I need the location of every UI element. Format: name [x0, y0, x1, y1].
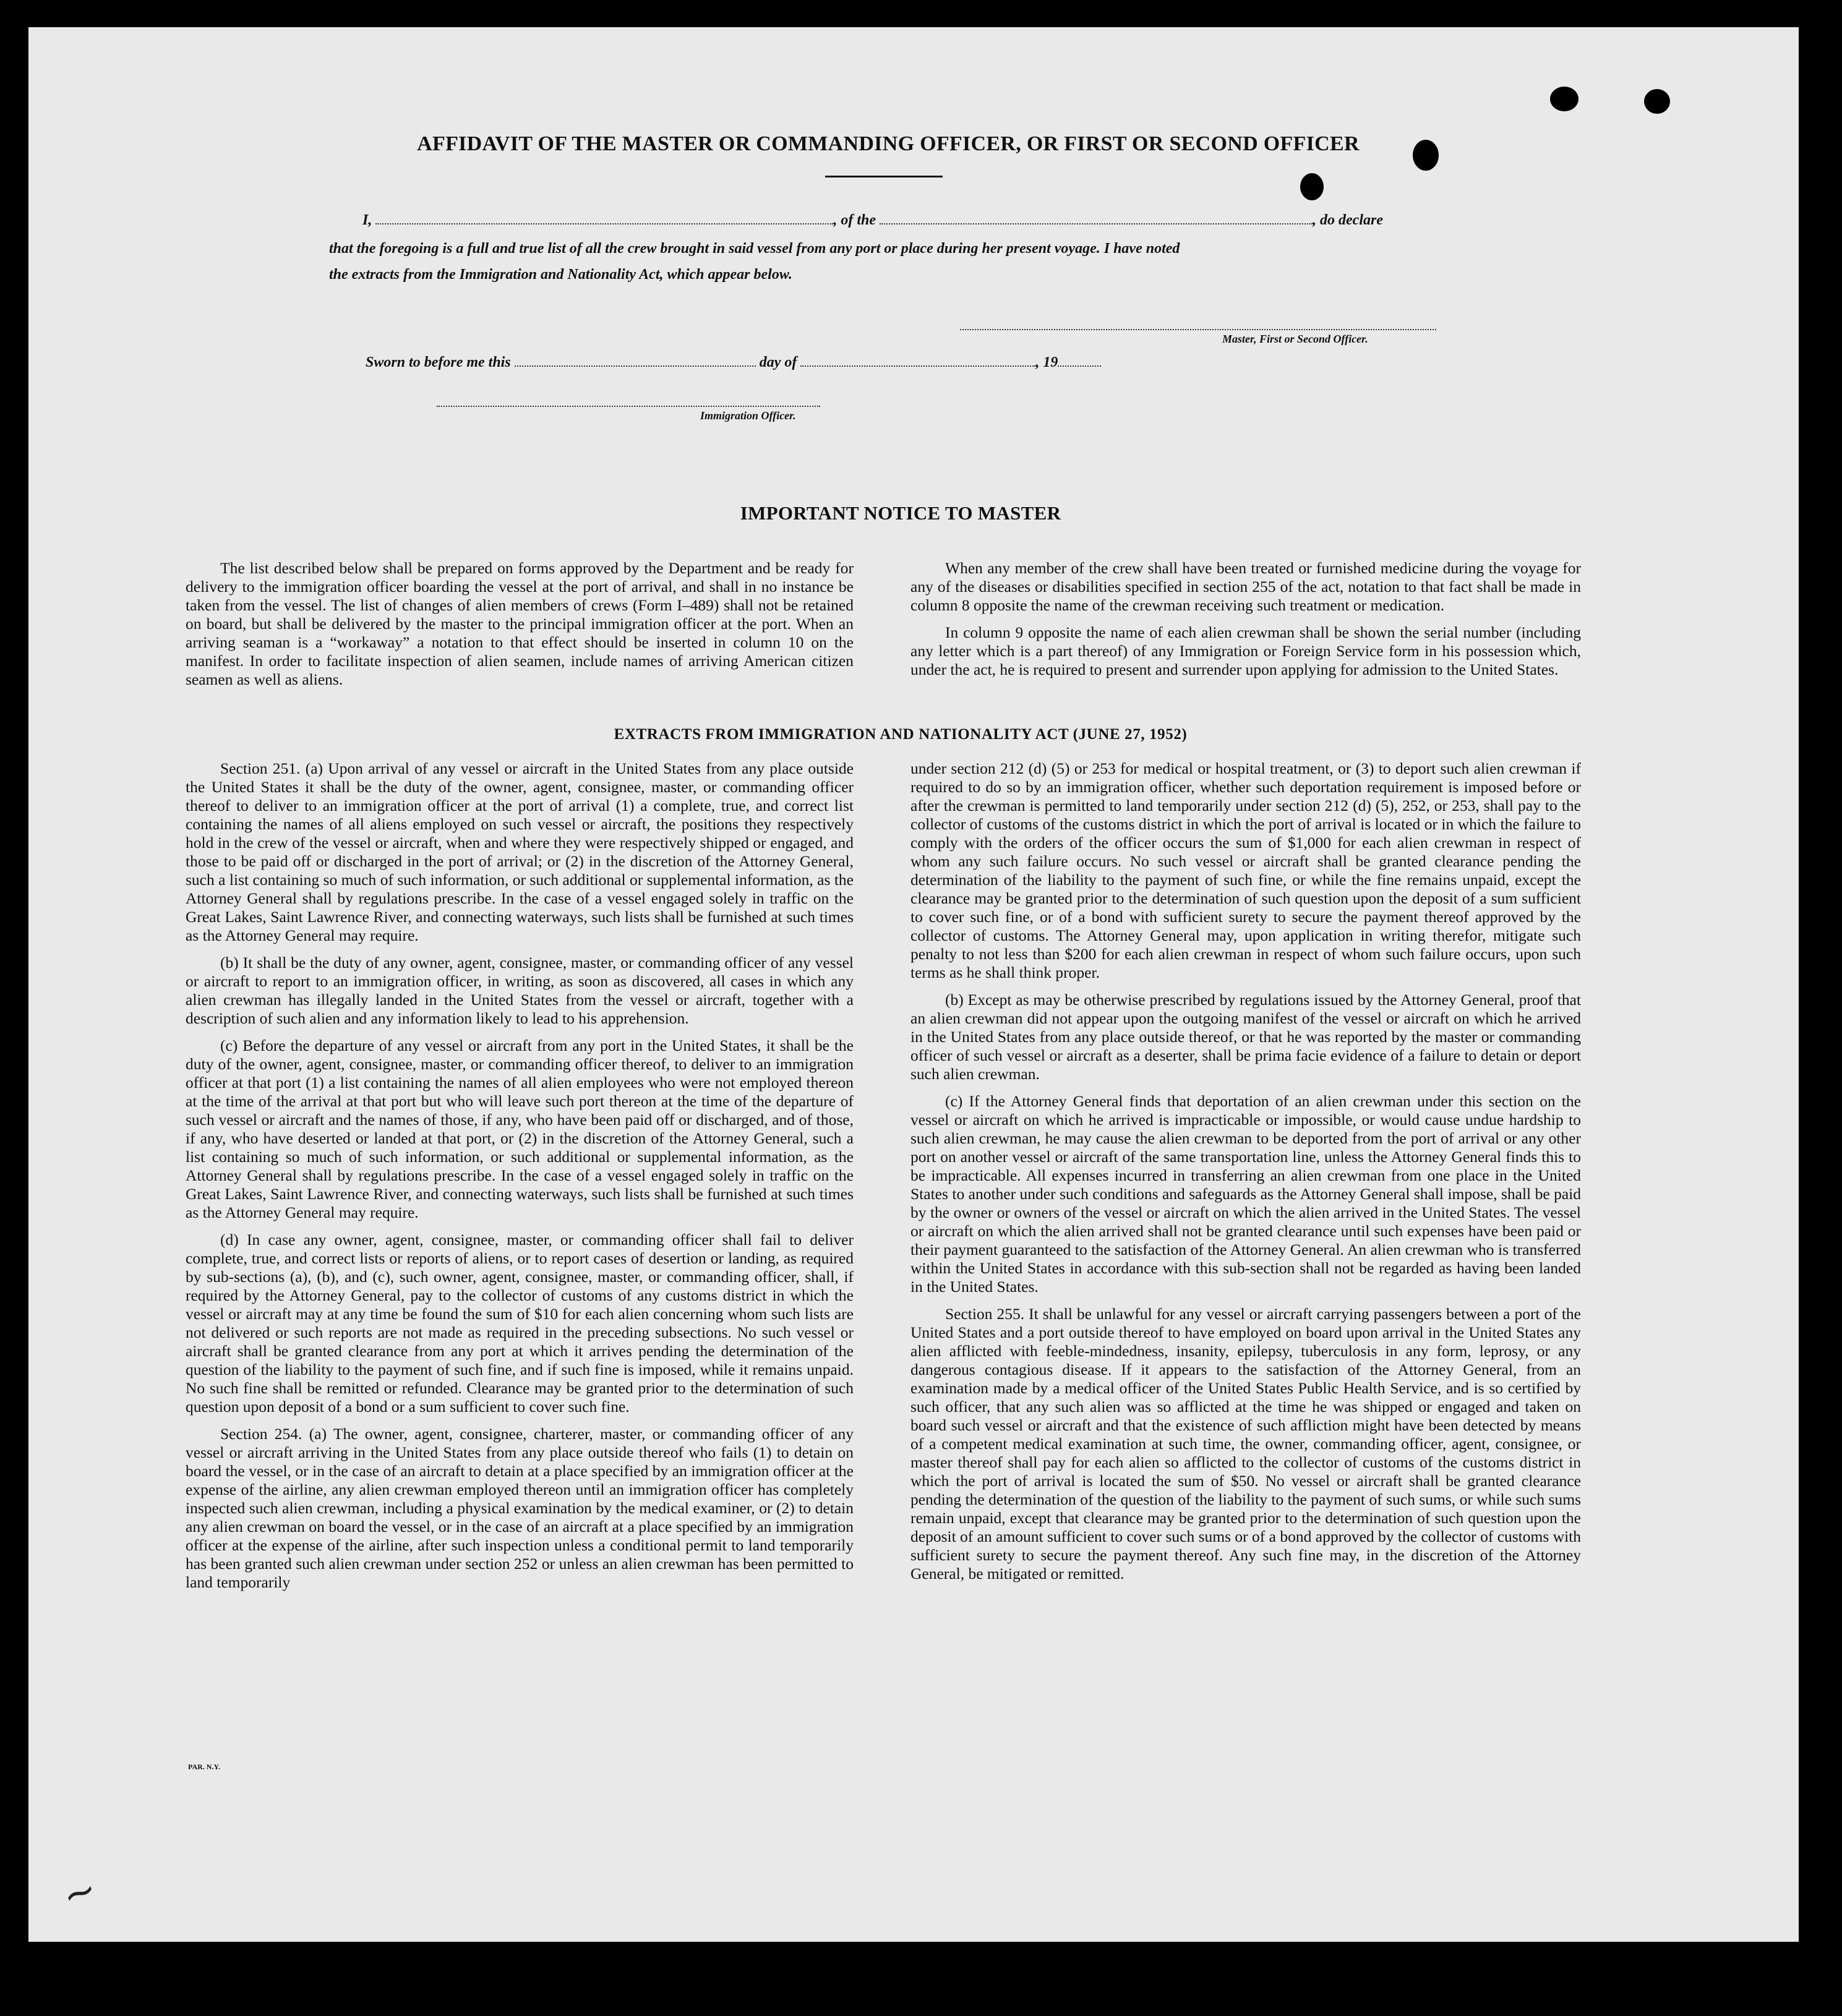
extract-paragraph: (b) Except as may be otherwise prescribed by regulations issued by the Attorney General, proof that an alien crewman did not appear upon the outgoing manifest of the vessel or aircraft on which he arrived in the United States from any place outside thereof, or that he was reported by the master or commanding officer of such vessel or aircraft as a deserter, shall be prima facie evidence of a failure to detain or deport such alien crewman. [910, 991, 1581, 1083]
master-signature-caption: Master, First or Second Officer. [1222, 333, 1368, 345]
notice-paragraph: The list described below shall be prepared on forms approved by the Department and be ready for delivery to the immigration officer boarding the vessel at the port of arrival, and shall in no instance be taken from the vessel. The list of changes of alien members of crews (Form I–489) shall not be retained on board, but shall be delivered by the master to the principal immigration officer at the port. When an arriving seaman is a “workaway” a notation to that effect should be inserted in column 10 on the manifest. In order to facilitate inspection of alien seamen, include names of arriving American citizen seamen as well as aliens. [186, 559, 854, 688]
master-signature-line [960, 329, 1436, 330]
document-page [28, 27, 1799, 1942]
vessel-blank [880, 215, 1313, 224]
officer-signature-caption: Immigration Officer. [700, 409, 796, 422]
declaration-of-the: , of the [833, 212, 876, 228]
sworn-month-blank [800, 357, 1035, 367]
extract-paragraph: (b) It shall be the duty of any owner, agent, consignee, master, or commanding officer of any vessel or aircraft to report to an immigration officer, in writing, as soon as discovered, all cases in which any alien crewman has illegally landed in the United States from the vessel or aircraft, together with a description of such alien and any information likely to lead to his apprehension. [186, 954, 854, 1027]
notice-paragraph: When any member of the crew shall have been treated or furnished medicine during the voyage for any of the diseases or disabilities specified in section 255 of the act, notation to that fact shall be made in column 8 opposite the name of the crewman receiving such treatment or medication. [910, 559, 1581, 614]
extract-paragraph: (c) Before the departure of any vessel or aircraft from any port in the United States, it shall be the duty of the owner, agent, consignee, master, or commanding officer thereof, to deliver to an immigration officer at that port (1) a list containing the names of all alien employees who were not employed thereon at the time of the arrival at that port but who will leave such port thereon at the time of the departure of such vessel or aircraft and the names of those, if any, who have been paid off or discharged, and of those, if any, who have deserted or landed at that port, or (2) in the discretion of the Attorney General, such a list containing so much of such information, or such additional or supplemental information, as the Attorney General shall by regulations prescribe. In the case of a vessel engaged solely in traffic on the Great Lakes, Saint Lawrence River, and connecting waterways, such lists shall be furnished at such times as the Attorney General may require. [186, 1036, 854, 1221]
extract-paragraph: (d) In case any owner, agent, consignee, master, or commanding officer shall fail to deliver complete, true, and correct lists or reports of aliens, or to report cases of desertion or landing, as required by sub-sections (a), (b), and (c), such owner, agent, consignee, master, or commanding officer, shall, if required by the Attorney General, pay to the collector of customs of any customs district in which the vessel or aircraft may at any time be found the sum of $10 for each alien concerning whom such lists are not delivered or such reports are not made as required in the preceding subsections. No such vessel or aircraft shall be granted clearance from any port at which it arrives pending the determination of the question of the liability to the payment of such fine, and if such fine is imposed, while it remains unpaid. No such fine shall be remitted or refunded. Clearance may be granted prior to the determination of such question upon deposit of a bond or a sum sufficient to cover such fine. [186, 1231, 854, 1416]
sworn-prefix: Sworn to before me this [366, 354, 511, 370]
sworn-year: , 19 [1035, 354, 1058, 370]
declaration-declare: , do declare [1313, 212, 1383, 228]
declaration-line-2: that the foregoing is a full and true list of all the crew brought in said vessel from any port or place during her present voyage. I have noted [329, 241, 1180, 257]
notice-paragraph: In column 9 opposite the name of each alien crewman shall be shown the serial number (including any letter which is a part thereof) of any Immigration or Foreign Service form in his possession which, under the act, he is required to present and surrender upon applying for admission to the United States. [910, 623, 1581, 678]
punch-hole [1300, 173, 1324, 200]
extracts-right-column [910, 759, 1581, 1592]
punch-hole [1644, 89, 1670, 114]
declaration-i: I, [362, 212, 372, 228]
title-rule [825, 176, 943, 177]
affidavit-title: AFFIDAVIT OF THE MASTER OR COMMANDING OFFICER, OR FIRST OR SECOND OFFICER [417, 132, 1360, 155]
extract-paragraph: Section 255. It shall be unlawful for any vessel or aircraft carrying passengers between a port of the United States and a port outside thereof to have employed on board upon arrival in the United States any alien afflicted with feeble-mindedness, insanity, epilepsy, tuberculosis in any form, leprosy, or any dangerous contagious disease. If it appears to the satisfaction of the Attorney General, from an examination made by a medical officer of the United States Public Health Service, and is so certified by such officer, that any such alien was so afflicted at the time he was shipped or engaged and taken on board such vessel or aircraft and that the existence of such affliction might have been detected by means of a competent medical examination at such time, the owner, commanding officer, agent, consignee, or master thereof shall pay for each alien so afflicted to the collector of customs of the customs district in which the port of arrival is located the sum of $50. No vessel or aircraft shall be granted clearance pending the determination of the question of the liability to the payment of such sums, or while such sums remain unpaid, except that clearance may be granted prior to the determination of such question upon the deposit of an amount sufficient to cover such sums or of a bond approved by the collector of customs with sufficient surety to secure the payment thereof. Any such fine may, in the discretion of the Attorney General, be mitigated or remitted. [910, 1305, 1581, 1582]
extract-paragraph: Section 251. (a) Upon arrival of any vessel or aircraft in the United States from any place outside the United States it shall be the duty of the owner, agent, consignee, master, or commanding officer thereof to deliver to an immigration officer at the port of arrival (1) a complete, true, and correct list containing the names of all aliens employed on such vessel or aircraft, the positions they respectively hold in the crew of the vessel or aircraft, when and where they were respectively shipped or engaged, and those to be paid off or discharged in the port of arrival; or (2) in the discretion of the Attorney General, such a list containing so much of such information, or such additional or supplemental information, as the Attorney General shall by regulations prescribe. In the case of a vessel engaged solely in traffic on the Great Lakes, Saint Lawrence River, and connecting waterways, such lists shall be furnished at such times as the Attorney General may require. [186, 759, 854, 944]
extracts-left-column [186, 759, 854, 1600]
printer-mark: PAR. N.Y. [188, 1762, 221, 1771]
name-blank [375, 215, 833, 224]
extracts-title: EXTRACTS FROM IMMIGRATION AND NATIONALITY ACT (JUNE 27, 1952) [614, 726, 1188, 743]
notice-title: IMPORTANT NOTICE TO MASTER [740, 502, 1061, 524]
sworn-date-blank [515, 357, 756, 367]
extract-paragraph: under section 212 (d) (5) or 253 for medical or hospital treatment, or (3) to deport such alien crewman if required to do so by an immigration officer, whether such deportation requirement is imposed before or after the crewman is permitted to land temporarily under section 212 (d) (5), 252, or 253, shall pay to the collector of customs of the customs district in which the port of arrival is located or in which the failure to comply with the orders of the officer occurs the sum of $1,000 for each alien crewman in respect of whom any such failure occurs. No such vessel or aircraft shall be granted clearance pending the determination of the liability to the payment of such fine, or while the fine remains unpaid, except the clearance may be granted prior to the determination of such question upon the deposit of a sum sufficient to cover such fine, or of a bond with sufficient surety to secure the payment thereof approved by the collector of customs. The Attorney General may, upon application in writing therefor, mitigate such penalty to not less than $200 for each alien crewman in respect of whom such failure occurs, upon such terms as he shall think proper. [910, 759, 1581, 981]
declaration-line-1 [362, 207, 1476, 234]
sworn-day-of: day of [759, 354, 797, 370]
punch-hole [1550, 87, 1579, 111]
sworn-year-blank [1058, 357, 1101, 367]
handwritten-mark: ~ [56, 1866, 103, 1920]
notice-left-column [186, 559, 854, 698]
sworn-line [366, 349, 1232, 376]
extract-paragraph: Section 254. (a) The owner, agent, consignee, charterer, master, or commanding officer of any vessel or aircraft arriving in the United States from any place outside thereof who fails (1) to detain on board the vessel, or in the case of an aircraft to detain at a place specified by an immigration officer at the expense of the airline, any alien crewman employed thereon until an immigration officer has completely inspected such alien crewman, including a physical examination by the medical examiner, or (2) to detain any alien crewman on board the vessel, or in the case of an aircraft at a place specified by an immigration officer at the expense of the airline, after such inspection unless a conditional permit to land temporarily has been granted such alien crewman under section 252 or unless an alien crewman has been permitted to land temporarily [186, 1425, 854, 1591]
declaration-line-3: the extracts from the Immigration and Nationality Act, which appear below. [329, 267, 792, 283]
extract-paragraph: (c) If the Attorney General finds that deportation of an alien crewman under this section on the vessel or aircraft on which he arrived is impracticable or impossible, or would cause undue hardship to such alien crewman, he may cause the alien crewman to be deported from the port of arrival or any other port on another vessel or aircraft of the same transportation line, unless the Attorney General finds this to be impracticable. All expenses incurred in transferring an alien crewman from one place in the United States to another under such conditions and safeguards as the Attorney General shall impose, shall be paid by the owner or owners of the vessel or aircraft on which the alien arrived in the United States. The vessel or aircraft on which the alien arrived shall not be granted clearance until such expenses have been paid or their payment guaranteed to the satisfaction of the Attorney General. An alien crewman who is transferred within the United States in accordance with this sub-section shall not be regarded as having been landed in the United States. [910, 1092, 1581, 1296]
notice-right-column [910, 559, 1581, 688]
officer-signature-line [437, 406, 820, 407]
